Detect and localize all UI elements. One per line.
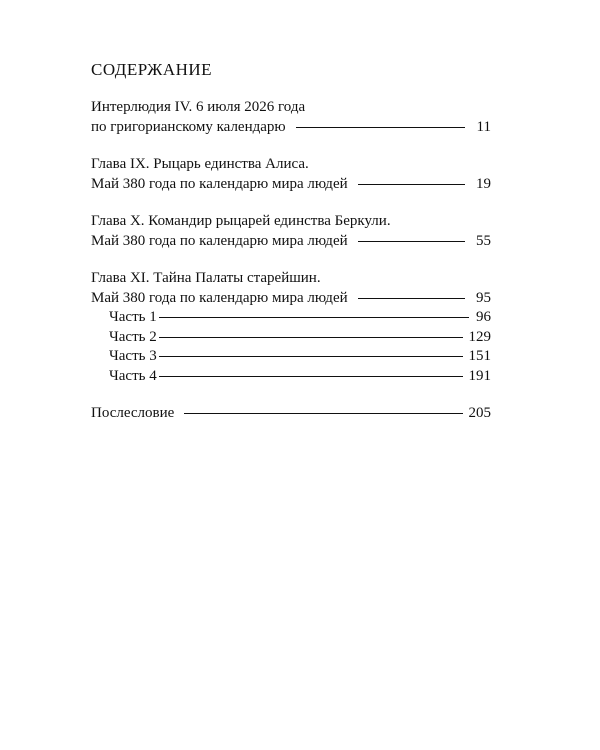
part-label: Часть 2	[109, 328, 157, 345]
toc-entry-interlude-4	[91, 98, 491, 137]
page-number: 95	[476, 289, 491, 306]
leader-line	[159, 376, 463, 377]
toc-part-row	[91, 367, 491, 387]
toc-entry-chapter-10	[91, 212, 491, 251]
page-number: 129	[468, 328, 491, 345]
entry-subtitle: Май 380 года по календарю мира людей	[91, 175, 348, 192]
page-number: 191	[468, 367, 491, 384]
entry-row	[91, 175, 491, 195]
toc-heading: СОДЕРЖАНИЕ	[91, 60, 213, 79]
leader-line	[159, 337, 463, 338]
entry-row	[91, 118, 491, 138]
toc-entry-chapter-11	[91, 269, 491, 386]
part-label: Часть 4	[109, 367, 157, 384]
entry-subtitle: Май 380 года по календарю мира людей	[91, 289, 348, 306]
leader-line	[358, 184, 465, 185]
table-of-contents	[91, 60, 491, 442]
page-number: 19	[476, 175, 491, 192]
leader-line	[296, 127, 465, 128]
entry-title: Глава IX. Рыцарь единства Алиса.	[91, 156, 309, 172]
leader-line	[184, 413, 462, 414]
part-label: Часть 3	[109, 348, 157, 364]
entry-title: Глава X. Командир рыцарей единства Беркули.	[91, 213, 391, 229]
page-number: 96	[476, 309, 491, 325]
page-number: 205	[468, 405, 491, 421]
entry-row	[91, 289, 491, 309]
entry-title: Интерлюдия IV. 6 июля 2026 года	[91, 99, 306, 115]
entry-row	[91, 404, 491, 424]
toc-part-row	[91, 328, 491, 348]
page-number: 151	[468, 348, 491, 364]
page-number: 11	[476, 118, 491, 135]
toc-part-row	[91, 308, 491, 328]
toc-entry-afterword	[91, 404, 491, 424]
afterword-label: Послесловие	[91, 405, 175, 421]
toc-part-row	[91, 347, 491, 367]
part-label: Часть 1	[109, 309, 157, 325]
entry-subtitle: Май 380 года по календарю мира людей	[91, 232, 348, 249]
entry-title: Глава XI. Тайна Палаты старейшин.	[91, 270, 321, 286]
entry-row	[91, 232, 491, 252]
entry-subtitle: по григорианскому календарю	[91, 118, 286, 135]
leader-line	[358, 241, 465, 242]
leader-line	[358, 298, 465, 299]
leader-line	[159, 356, 463, 357]
page-number: 55	[476, 232, 491, 249]
toc-entry-chapter-9	[91, 155, 491, 194]
leader-line	[159, 317, 469, 318]
